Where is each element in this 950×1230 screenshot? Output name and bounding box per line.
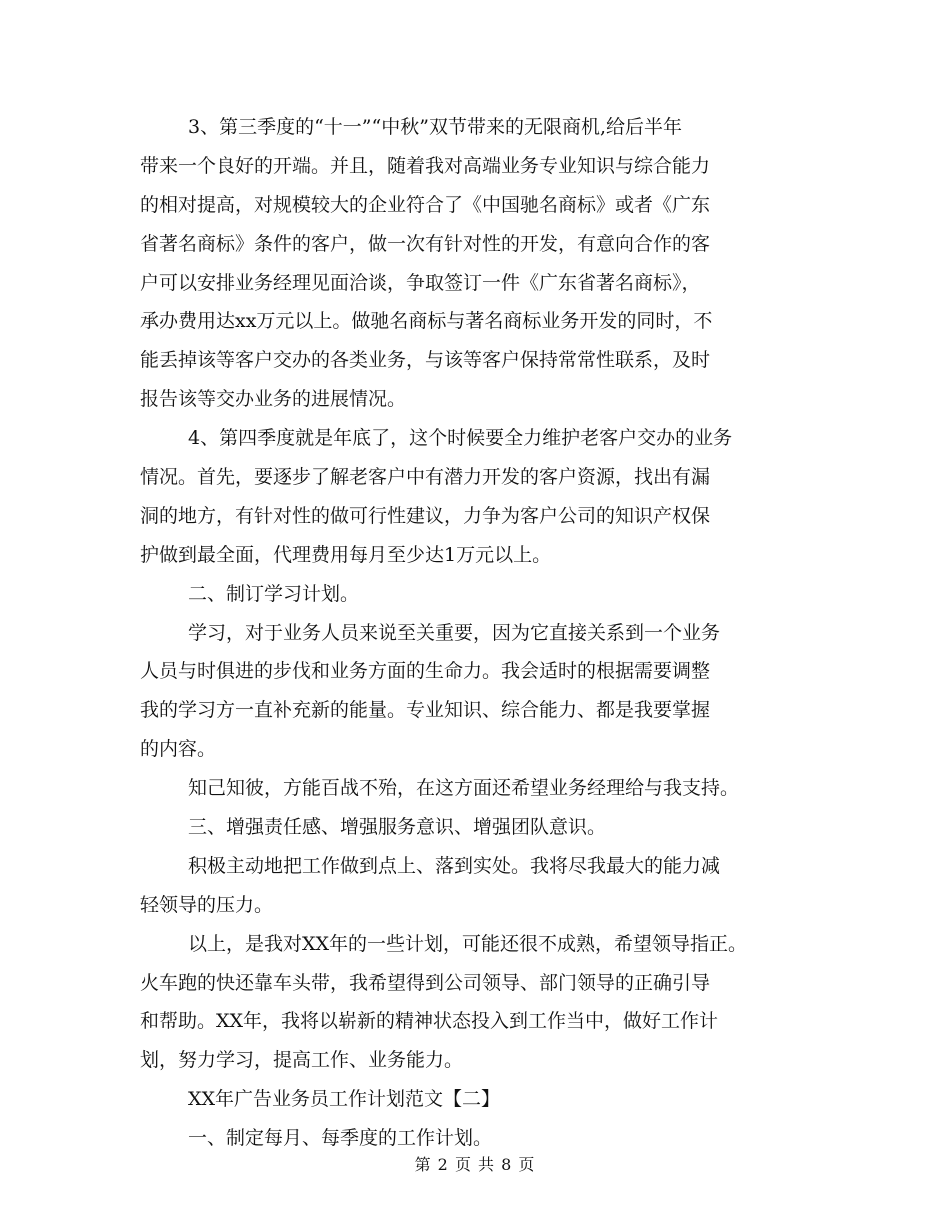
text-line: 的内容。 xyxy=(140,738,217,761)
text-line: 报告该等交办业务的进展情况。 xyxy=(140,388,407,411)
text-line: 划，努力学习，提高工作、业务能力。 xyxy=(140,1049,464,1072)
text-line: 积极主动地把工作做到点上、落到实处。我将尽我最大的能力减 xyxy=(188,854,721,877)
text-line: 学习，对于业务人员来说至关重要，因为它直接关系到一个业务 xyxy=(188,621,721,644)
text-line: 4、第四季度就是年底了，这个时候要全力维护老客户交办的业务 xyxy=(188,427,733,450)
text-line: 知己知彼，方能百战不殆，在这方面还希望业务经理给与我支持。 xyxy=(188,777,740,800)
text-line: 情况。首先，要逐步了解老客户中有潜力开发的客户资源，找出有漏 xyxy=(140,466,711,489)
text-line: 火车跑的快还靠车头带，我希望得到公司领导、部门领导的正确引导 xyxy=(140,971,711,994)
text-line: 带来一个良好的开端。并且，随着我对高端业务专业知识与综合能力 xyxy=(140,154,711,177)
text-line: 我的学习方一直补充新的能量。专业知识、综合能力、都是我要掌握 xyxy=(140,699,711,722)
document-body xyxy=(140,108,830,1158)
text-line: 3、第三季度的“十一”“中秋”双节带来的无限商机,给后半年 xyxy=(188,116,682,138)
text-line: 二、制订学习计划。 xyxy=(188,582,360,605)
text-line: 三、增强责任感、增强服务意识、增强团队意识。 xyxy=(188,816,607,839)
page-footer: 第 2 页 共 8 页 xyxy=(414,1155,536,1174)
text-line: XX年广告业务员工作计划范文【二】 xyxy=(188,1088,501,1111)
text-line: 护做到最全面，代理费用每月至少达1万元以上。 xyxy=(140,543,552,566)
text-line: 以上，是我对XX年的一些计划，可能还很不成熟，希望领导指正。 xyxy=(188,932,748,955)
text-line: 户可以安排业务经理见面洽谈，争取签订一件《广东省著名商标》， xyxy=(140,271,701,294)
text-line: 的相对提高，对规模较大的企业符合了《中国驰名商标》或者《广东 xyxy=(140,193,711,216)
text-line: 一、制定每月、每季度的工作计划。 xyxy=(188,1127,493,1150)
text-line: 人员与时俱进的步伐和业务方面的生命力。我会适时的根据需要调整 xyxy=(140,660,711,683)
text-line: 省著名商标》条件的客户，做一次有针对性的开发，有意向合作的客 xyxy=(140,232,711,255)
text-line: 轻领导的压力。 xyxy=(140,893,274,916)
text-line: 能丢掉该等客户交办的各类业务，与该等客户保持常常性联系，及时 xyxy=(140,349,711,372)
text-line: 和帮助。XX年，我将以崭新的精神状态投入到工作当中，做好工作计 xyxy=(140,1010,719,1033)
text-line: 承办费用达xx万元以上。做驰名商标与著名商标业务开发的同时，不 xyxy=(140,310,713,333)
text-line: 洞的地方，有针对性的做可行性建议，力争为客户公司的知识产权保 xyxy=(140,504,711,527)
